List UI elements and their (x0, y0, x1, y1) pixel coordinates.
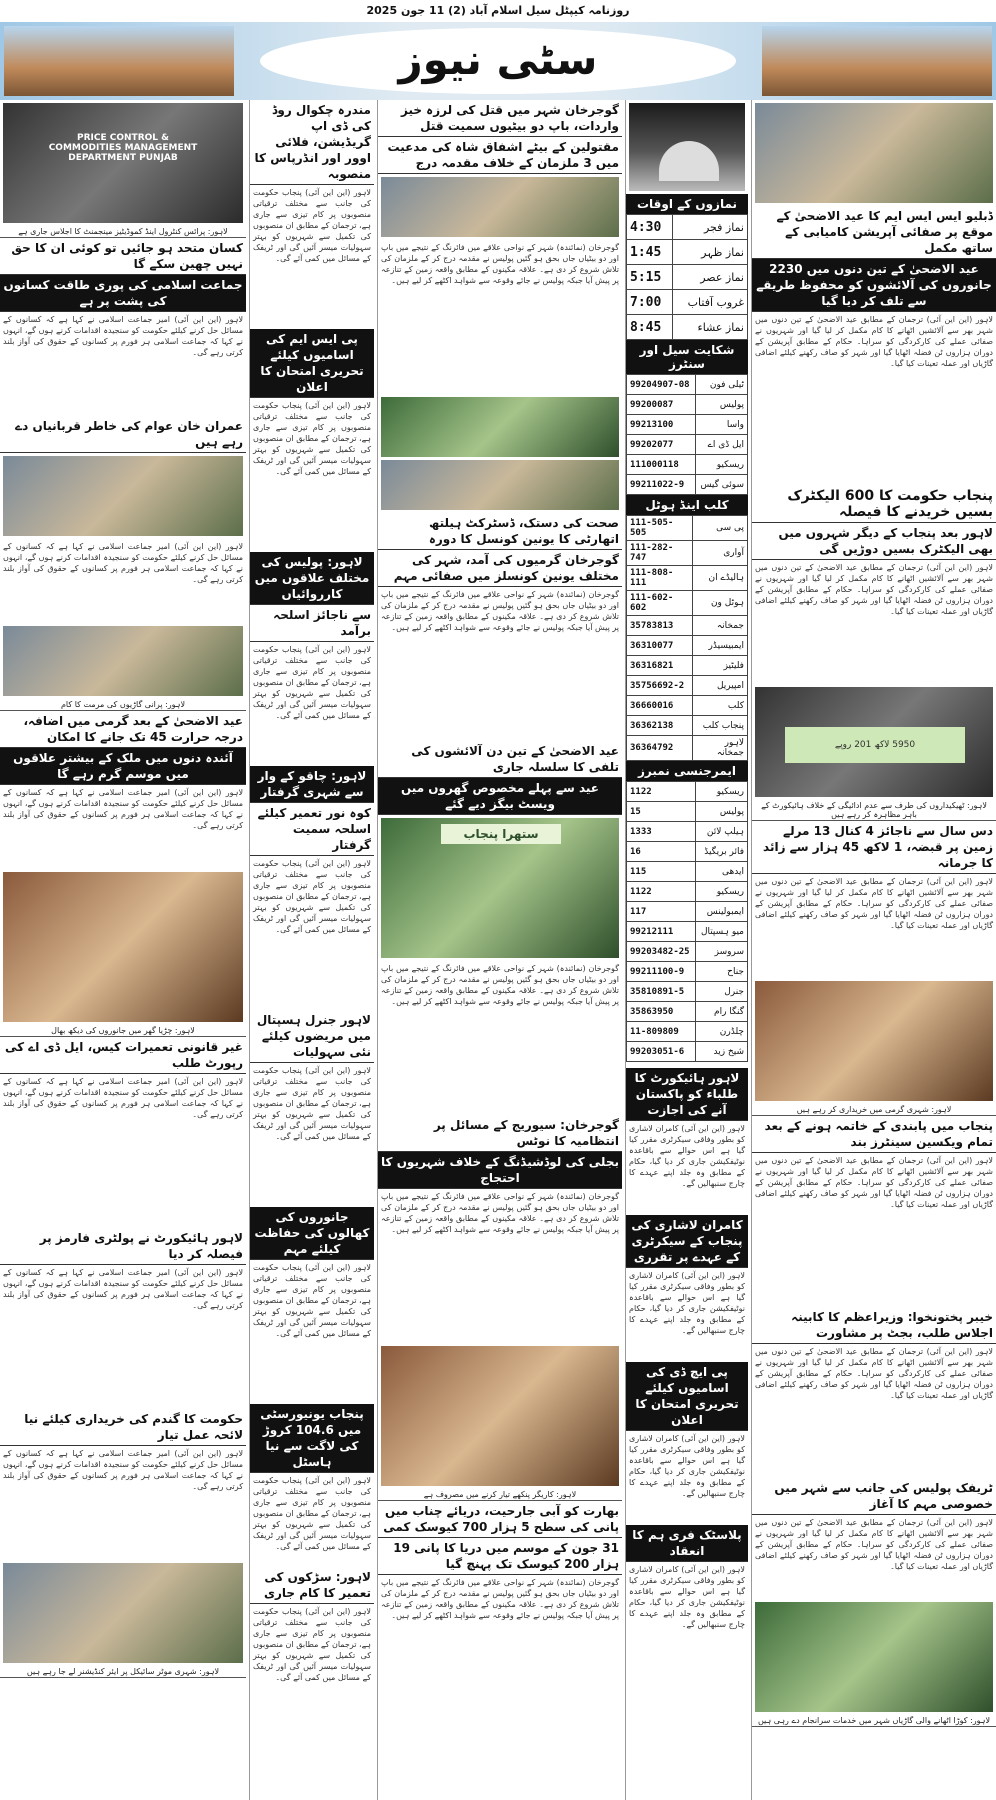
article-body: لاہور (این این آئی) امیر جماعت اسلامی نے کہا ہے کہ کسانوں کے مسائل حل کرنے کیلئے حکومت کو سنجیدہ اقدامات کرنے ہوں گے، انہوں نے کہا کہ جماعت اسلامی ہر فورم پر کسانوں کے حقوق کی آواز بلند کرتی رہے گی۔ (3, 1077, 243, 1119)
complaints-title: شکایت سیل اور سنٹرز (626, 340, 748, 374)
table-row: سوئی گیس 99211022-9 (627, 475, 748, 495)
article-body: لاہور (این این آئی) ترجمان کے مطابق عید الاضحیٰ کے تین دنوں میں شہر بھر سے آلائشیں اٹھانے کا کام مکمل کر لیا گیا اور شہریوں نے صفائی عملے کی کارکردگی کو سراہا۔ حکام کے مطابق آپریشن کے دوران ہزاروں ٹن فضلہ اٹھایا گیا اور شہر کو صاف رکھنے کیلئے اضافی گاڑیاں اور عملہ تعینات کیا گیا۔ (755, 1347, 993, 1400)
sanitation-banner: ستھرا پنجاب (441, 824, 561, 844)
table-row: ایمبولینس 117 (627, 902, 748, 922)
headline: لاہور: سڑکوں کی تعمیر کا کام جاری (250, 1567, 374, 1604)
article-body: لاہور (این این آئی) پنجاب حکومت کی جانب سے مختلف ترقیاتی منصوبوں پر کام تیزی سے جاری ہے، ترجمان کے مطابق ان منصوبوں کی تکمیل سے شہریوں کو بہتر سہولیات میسر آئیں گی اور ٹریفک کے مسائل میں کمی آئے گی۔ (253, 1476, 371, 1551)
photo-caption: لاہور: کاریگر پنکھے تیار کرنے میں مصروف ہے (378, 1489, 622, 1501)
headline: ڈبلیو ایس ایس ایم کا عید الاضحیٰ کے موقع پر صفائی آپریشن کامیابی کے ساتھ مکمل (752, 206, 996, 259)
table-row: ہالیڈے ان 111-808-111 (627, 566, 748, 591)
hotels-table (626, 515, 748, 761)
table-row: ہیلپ لائن 1333 (627, 822, 748, 842)
emergency-title: ایمرجنسی نمبرز (626, 761, 748, 781)
table-row: ایمبیسیڈر 36310077 (627, 636, 748, 656)
table-row: ٹیلی فون 99204907-08 (627, 375, 748, 395)
headline: دس سال سے ناجائز 4 کنال 13 مرلے زمین پر قبضہ، 1 لاکھ 45 ہزار سے زائد کا جرمانہ (752, 821, 996, 874)
headline: پنجاب میں پابندی کے خاتمہ ہونے کے بعد تمام ویکسین سینٹرز بند (752, 1116, 996, 1153)
headline: پنجاب یونیورسٹی میں 104.6 کروڑ کی لاگت سے نیا ہاسٹل (250, 1404, 374, 1473)
column-middle (249, 100, 374, 1800)
table-row: پولیس 99200087 (627, 395, 748, 415)
headline: عید الاضحیٰ کے تین دنوں میں 2230 جانوروں کی آلائشوں کو محفوظ طریقے سے تلف کر دیا گیا (752, 259, 996, 312)
headline: گوجرخان گرمیوں کی آمد، شہر کی مختلف یونین کونسلز میں صفائی مہم (378, 550, 622, 587)
article-body: لاہور (این این آئی) پنجاب حکومت کی جانب سے مختلف ترقیاتی منصوبوں پر کام تیزی سے جاری ہے، ترجمان کے مطابق ان منصوبوں کی تکمیل سے شہریوں کو بہتر سہولیات میسر آئیں گی اور ٹریفک کے مسائل میں کمی آئے گی۔ (253, 188, 371, 263)
table-row: جناح 99211100-9 (627, 962, 748, 982)
table-row: سروسز 99203482-25 (627, 942, 748, 962)
hotels-title: کلب اینڈ ہوٹل (626, 495, 748, 515)
table-row: جنرل 35810891-5 (627, 982, 748, 1002)
photo-garbage-trucks (755, 1602, 993, 1712)
headline: بجلی کی لوڈشیڈنگ کے خلاف شہریوں کا احتجاج (378, 1152, 622, 1189)
photo-sign-text: PRICE CONTROL & COMMODITIES MANAGEMENT DEPARTMENT PUNJAB (48, 133, 198, 163)
photo-officials (755, 103, 993, 203)
headline: عید الاضحیٰ کے تین دن آلائشوں کی تلفی کا سلسلہ جاری (378, 741, 622, 778)
article-body: لاہور (این این آئی) کامران لاشاری کو بطور وفاقی سیکرٹری مقرر کیا گیا ہے اس حوالے سے باقاعدہ نوٹیفکیشن جاری کر دیا گیا، حکام کے مطابق وہ جلد اپنے عہدے کا چارج سنبھالیں گے۔ (629, 1271, 745, 1335)
photo-caption: لاہور: چڑیا گھر میں جانوروں کی دیکھ بھال (0, 1025, 246, 1037)
photo-protest (755, 687, 993, 797)
photo-workshop (3, 626, 243, 696)
photo-market (755, 981, 993, 1101)
article-body: لاہور (این این آئی) امیر جماعت اسلامی نے کہا ہے کہ کسانوں کے مسائل حل کرنے کیلئے حکومت کو سنجیدہ اقدامات کرنے ہوں گے، انہوں نے کہا کہ جماعت اسلامی ہر فورم پر کسانوں کے حقوق کی آواز بلند کرتی رہے گی۔ (3, 315, 243, 357)
table-row: نماز عصر 5:15 (627, 265, 748, 290)
headline: حکومت کا گندم کی خریداری کیلئے نیا لائحہ عمل تیار (0, 1409, 246, 1446)
table-row: آواری 111-282-747 (627, 541, 748, 566)
table-row: نماز عشاء 8:45 (627, 315, 748, 340)
table-row: پنجاب کلب 36362138 (627, 716, 748, 736)
table-row: ریسکیو 1122 (627, 882, 748, 902)
headline: کوہ نور تعمیر کیلئے اسلحہ سمیت گرفتار (250, 803, 374, 856)
article-body: لاہور (این این آئی) پنجاب حکومت کی جانب سے مختلف ترقیاتی منصوبوں پر کام تیزی سے جاری ہے، ترجمان کے مطابق ان منصوبوں کی تکمیل سے شہریوں کو بہتر سہولیات میسر آئیں گی اور ٹریفک کے مسائل میں کمی آئے گی۔ (253, 1263, 371, 1338)
table-row: ریسکیو 1122 (627, 782, 748, 802)
headline: عید سے پہلے مخصوص گھروں میں ویسٹ بیگز دیے گئے (378, 778, 622, 815)
headline: گوجرخان: سیوریج کے مسائل پر انتظامیہ کا نوٹس (378, 1115, 622, 1152)
mosque-image (629, 103, 745, 191)
headline: لاہور ہائیکورٹ کا طلباء کو پاکستان آنے کی اجازت (626, 1068, 748, 1121)
article-body: لاہور (این این آئی) کامران لاشاری کو بطور وفاقی سیکرٹری مقرر کیا گیا ہے اس حوالے سے باقاعدہ نوٹیفکیشن جاری کر دیا گیا، حکام کے مطابق وہ جلد اپنے عہدے کا چارج سنبھالیں گے۔ (629, 1565, 745, 1629)
article-body: لاہور (این این آئی) امیر جماعت اسلامی نے کہا ہے کہ کسانوں کے مسائل حل کرنے کیلئے حکومت کو سنجیدہ اقدامات کرنے ہوں گے، انہوں نے کہا کہ جماعت اسلامی ہر فورم پر کسانوں کے حقوق کی آواز بلند کرتی رہے گی۔ (3, 1449, 243, 1491)
headline: مقتولین کے بیٹے اشفاق شاہ کی مدعیت میں 3 ملزمان کے خلاف مقدمہ درج (378, 137, 622, 174)
table-row: جمخانہ 35783813 (627, 616, 748, 636)
headline: کامران لاشاری کی پنجاب کے سیکرٹری کے عہدے پر تقرری (626, 1215, 748, 1268)
headline: لاہور بعد پنجاب کے دیگر شہروں میں بھی الیکٹرک بسیں دوڑیں گی (752, 523, 996, 560)
headline: خیبر پختونخوا: وزیراعظم کا کابینہ اجلاس طلب، بجٹ پر مشاورت (752, 1307, 996, 1344)
table-row: نماز فجر 4:30 (627, 215, 748, 240)
table-row: چلڈرن 11-809809 (627, 1022, 748, 1042)
photo-conference (3, 103, 243, 223)
headline: پنجاب حکومت کا 600 الیکٹرک بسیں خریدنے کا فیصلہ (752, 486, 996, 523)
table-row: نماز ظہر 1:45 (627, 240, 748, 265)
masthead (0, 22, 996, 100)
newspaper-page (0, 100, 996, 1800)
article-body: لاہور (این این آئی) ترجمان کے مطابق عید الاضحیٰ کے تین دنوں میں شہر بھر سے آلائشیں اٹھانے کا کام مکمل کر لیا گیا اور شہریوں نے صفائی عملے کی کارکردگی کو سراہا۔ حکام کے مطابق آپریشن کے دوران ہزاروں ٹن فضلہ اٹھایا گیا اور شہر کو صاف رکھنے کیلئے اضافی گاڑیاں اور عملہ تعینات کیا گیا۔ (755, 1156, 993, 1209)
masthead-photo-right (762, 26, 992, 96)
article-body: لاہور (این این آئی) پنجاب حکومت کی جانب سے مختلف ترقیاتی منصوبوں پر کام تیزی سے جاری ہے، ترجمان کے مطابق ان منصوبوں کی تکمیل سے شہریوں کو بہتر سہولیات میسر آئیں گی اور ٹریفک کے مسائل میں کمی آئے گی۔ (253, 1066, 371, 1141)
complaints-table (626, 374, 748, 495)
photo-fan-maker (381, 1346, 619, 1486)
headline: پلاسٹک فری ہم کا انعقاد (626, 1525, 748, 1562)
table-row: پولیس 15 (627, 802, 748, 822)
dateline: روزنامہ کیپٹل سیل اسلام آباد (2) 11 جون 2025 (366, 4, 630, 17)
article-body: لاہور (این این آئی) کامران لاشاری کو بطور وفاقی سیکرٹری مقرر کیا گیا ہے اس حوالے سے باقاعدہ نوٹیفکیشن جاری کر دیا گیا، حکام کے مطابق وہ جلد اپنے عہدے کا چارج سنبھالیں گے۔ (629, 1434, 745, 1498)
headline: 31 جون کے موسم میں دریا کا پانی 19 ہزار 200 کیوسک تک پہنچ گیا (378, 1538, 622, 1575)
column-left (0, 100, 246, 1800)
photo-caption: لاہور: شہری موٹر سائیکل پر ایئر کنڈیشنر لے جا رہے ہیں (0, 1666, 246, 1678)
prayer-times-title: نمازوں کے اوقات (626, 194, 748, 214)
column-center (377, 100, 622, 1800)
article-body: لاہور (این این آئی) ترجمان کے مطابق عید الاضحیٰ کے تین دنوں میں شہر بھر سے آلائشیں اٹھانے کا کام مکمل کر لیا گیا اور شہریوں نے صفائی عملے کی کارکردگی کو سراہا۔ حکام کے مطابق آپریشن کے دوران ہزاروں ٹن فضلہ اٹھایا گیا اور شہر کو صاف رکھنے کیلئے اضافی گاڑیاں اور عملہ تعینات کیا گیا۔ (755, 1518, 993, 1571)
table-row: لاہور جمخانہ 36364792 (627, 736, 748, 761)
table-row: ایدھی 115 (627, 862, 748, 882)
headline: بھارت کو آبی جارحیت، دریائے چناب میں پانی کی سطح 5 ہزار 700 کیوسک کمی (378, 1501, 622, 1538)
article-body: لاہور (این این آئی) امیر جماعت اسلامی نے کہا ہے کہ کسانوں کے مسائل حل کرنے کیلئے حکومت کو سنجیدہ اقدامات کرنے ہوں گے، انہوں نے کہا کہ جماعت اسلامی ہر فورم پر کسانوں کے حقوق کی آواز بلند کرتی رہے گی۔ (3, 542, 243, 584)
photo-motorcycle (3, 1563, 243, 1663)
photo-eagle (3, 872, 243, 1022)
photo-caption: لاہور: پرانی گاڑیوں کی مرمت کا کام (0, 699, 246, 711)
headline: لاہور جنرل ہسپتال میں مریضوں کیلئے نئی سہولیات (250, 1010, 374, 1063)
table-row: ریسکیو 111000118 (627, 455, 748, 475)
article-body: گوجرخان (نمائندہ) شہر کے نواحی علاقے میں فائرنگ کے نتیجے میں باپ اور دو بیٹیاں جاں بحق ہو گئیں پولیس نے مقدمہ درج کر کے ملزمان کی تلاش شروع کر دی ہے۔ علاقہ مکینوں کے مطابق واقعہ زمین کے تنازعہ پر پیش آیا جبکہ پولیس نے جائے وقوعہ سے شواہد اکٹھے کر لیے ہیں۔ (381, 590, 619, 632)
prayer-times-table (626, 214, 748, 340)
photo-caption: لاہور: کوڑا اٹھانے والی گاڑیاں شہر میں خدمات سرانجام دے رہی ہیں (752, 1715, 996, 1727)
table-row: کلب 36660016 (627, 696, 748, 716)
photo-meeting (381, 397, 619, 457)
article-body: لاہور (این این آئی) پنجاب حکومت کی جانب سے مختلف ترقیاتی منصوبوں پر کام تیزی سے جاری ہے، ترجمان کے مطابق ان منصوبوں کی تکمیل سے شہریوں کو بہتر سہولیات میسر آئیں گی اور ٹریفک کے مسائل میں کمی آئے گی۔ (253, 645, 371, 720)
table-row: گنگا رام 35863950 (627, 1002, 748, 1022)
photo-hospital (381, 460, 619, 510)
headline: غیر قانونی تعمیرات کیس، ایل ڈی اے کی رپورٹ طلب (0, 1037, 246, 1074)
article-body: لاہور (این این آئی) امیر جماعت اسلامی نے کہا ہے کہ کسانوں کے مسائل حل کرنے کیلئے حکومت کو سنجیدہ اقدامات کرنے ہوں گے، انہوں نے کہا کہ جماعت اسلامی ہر فورم پر کسانوں کے حقوق کی آواز بلند کرتی رہے گی۔ (3, 1268, 243, 1310)
table-row: واسا 99213100 (627, 415, 748, 435)
headline: لاہور: پولیس کی مختلف علاقوں میں کارروائیاں (250, 552, 374, 605)
article-body: لاہور (این این آئی) ترجمان کے مطابق عید الاضحیٰ کے تین دنوں میں شہر بھر سے آلائشیں اٹھانے کا کام مکمل کر لیا گیا اور شہریوں نے صفائی عملے کی کارکردگی کو سراہا۔ حکام کے مطابق آپریشن کے دوران ہزاروں ٹن فضلہ اٹھایا گیا اور شہر کو صاف رکھنے کیلئے اضافی گاڑیاں اور عملہ تعینات کیا گیا۔ (755, 563, 993, 616)
headline: جماعت اسلامی کی پوری طاقت کسانوں کی پشت پر ہے (0, 275, 246, 312)
article-body: لاہور (این این آئی) پنجاب حکومت کی جانب سے مختلف ترقیاتی منصوبوں پر کام تیزی سے جاری ہے، ترجمان کے مطابق ان منصوبوں کی تکمیل سے شہریوں کو بہتر سہولیات میسر آئیں گی اور ٹریفک کے مسائل میں کمی آئے گی۔ (253, 1607, 371, 1682)
photo-sanitation-workers (381, 818, 619, 958)
headline: پی ایس ایم کی اسامیوں کیلئے تحریری امتحان کا اعلان (250, 329, 374, 398)
headline: کسان متحد ہو جائیں تو کوئی ان کا حق نہیں چھین سکے گا (0, 238, 246, 275)
masthead-photo-left (4, 26, 234, 96)
headline: عمران خان عوام کی خاطر قربانیاں دے رہے ہیں (0, 416, 246, 453)
headline: گوجرخان شہر میں قتل کی لرزہ خیز واردات، باپ دو بیٹیوں سمیت قتل (378, 100, 622, 137)
table-row: میو ہسپتال 99212111 (627, 922, 748, 942)
article-body: لاہور (این این آئی) امیر جماعت اسلامی نے کہا ہے کہ کسانوں کے مسائل حل کرنے کیلئے حکومت کو سنجیدہ اقدامات کرنے ہوں گے، انہوں نے کہا کہ جماعت اسلامی ہر فورم پر کسانوں کے حقوق کی آواز بلند کرتی رہے گی۔ (3, 788, 243, 830)
table-row: ہوٹل ون 111-602-602 (627, 591, 748, 616)
article-body: لاہور (این این آئی) کامران لاشاری کو بطور وفاقی سیکرٹری مقرر کیا گیا ہے اس حوالے سے باقاعدہ نوٹیفکیشن جاری کر دیا گیا، حکام کے مطابق وہ جلد اپنے عہدے کا چارج سنبھالیں گے۔ (629, 1124, 745, 1188)
article-body: لاہور (این این آئی) پنجاب حکومت کی جانب سے مختلف ترقیاتی منصوبوں پر کام تیزی سے جاری ہے، ترجمان کے مطابق ان منصوبوں کی تکمیل سے شہریوں کو بہتر سہولیات میسر آئیں گی اور ٹریفک کے مسائل میں کمی آئے گی۔ (253, 859, 371, 934)
article-body: لاہور (این این آئی) ترجمان کے مطابق عید الاضحیٰ کے تین دنوں میں شہر بھر سے آلائشیں اٹھانے کا کام مکمل کر لیا گیا اور شہریوں نے صفائی عملے کی کارکردگی کو سراہا۔ حکام کے مطابق آپریشن کے دوران ہزاروں ٹن فضلہ اٹھایا گیا اور شہر کو صاف رکھنے کیلئے اضافی گاڑیاں اور عملہ تعینات کیا گیا۔ (755, 877, 993, 930)
photo-caption: لاہور: پرائس کنٹرول اینڈ کموڈیٹیز مینجمنٹ کا اجلاس جاری ہے (0, 226, 246, 238)
table-row: غروب آفتاب 7:00 (627, 290, 748, 315)
table-row: امپیریل 35756692-2 (627, 676, 748, 696)
headline: لاہور: چاقو کے وار سے شہری گرفتار (250, 766, 374, 803)
article-body: لاہور (این این آئی) پنجاب حکومت کی جانب سے مختلف ترقیاتی منصوبوں پر کام تیزی سے جاری ہے، ترجمان کے مطابق ان منصوبوں کی تکمیل سے شہریوں کو بہتر سہولیات میسر آئیں گی اور ٹریفک کے مسائل میں کمی آئے گی۔ (253, 401, 371, 476)
headline: ٹریفک پولیس کی جانب سے شہر میں خصوصی مہم کا آغاز (752, 1478, 996, 1515)
table-row: فائر بریگیڈ 16 (627, 842, 748, 862)
headline: عید الاضحیٰ کے بعد گرمی میں اضافہ، درجہ حرارت 45 تک جانے کا امکان (0, 711, 246, 748)
article-body: گوجرخان (نمائندہ) شہر کے نواحی علاقے میں فائرنگ کے نتیجے میں باپ اور دو بیٹیاں جاں بحق ہو گئیں پولیس نے مقدمہ درج کر کے ملزمان کی تلاش شروع کر دی ہے۔ علاقہ مکینوں کے مطابق واقعہ زمین کے تنازعہ پر پیش آیا جبکہ پولیس نے جائے وقوعہ سے شواہد اکٹھے کر لیے ہیں۔ (381, 243, 619, 285)
photo-caption: لاہور: شہری گرمی میں خریداری کر رہے ہیں (752, 1104, 996, 1116)
table-row: فلیٹیز 36316821 (627, 656, 748, 676)
photo-portrait (3, 456, 243, 536)
protest-banner: 5950 لاکھ 201 روپے (785, 727, 965, 763)
headline: مندرہ چکوال روڈ کی ڈی اپ گریڈیشن، فلائی اوور اور انڈرپاس کا منصوبہ (250, 100, 374, 185)
photo-victims (381, 177, 619, 237)
column-directory (625, 100, 748, 1800)
article-body: گوجرخان (نمائندہ) شہر کے نواحی علاقے میں فائرنگ کے نتیجے میں باپ اور دو بیٹیاں جاں بحق ہو گئیں پولیس نے مقدمہ درج کر کے ملزمان کی تلاش شروع کر دی ہے۔ علاقہ مکینوں کے مطابق واقعہ زمین کے تنازعہ پر پیش آیا جبکہ پولیس نے جائے وقوعہ سے شواہد اکٹھے کر لیے ہیں۔ (381, 1192, 619, 1234)
headline: پی ایچ ڈی کی اسامیوں کیلئے تحریری امتحان کا اعلان (626, 1362, 748, 1431)
table-row: شیخ زید 99203051-6 (627, 1042, 748, 1062)
headline: لاہور ہائیکورٹ نے پولٹری فارمز پر فیصلہ کر دیا (0, 1228, 246, 1265)
headline: آئندہ دنوں میں ملک کے بیشتر علاقوں میں موسم گرم رہے گا (0, 748, 246, 785)
article-body: لاہور (این این آئی) ترجمان کے مطابق عید الاضحیٰ کے تین دنوں میں شہر بھر سے آلائشیں اٹھانے کا کام مکمل کر لیا گیا اور شہریوں نے صفائی عملے کی کارکردگی کو سراہا۔ حکام کے مطابق آپریشن کے دوران ہزاروں ٹن فضلہ اٹھایا گیا اور شہر کو صاف رکھنے کیلئے اضافی گاڑیاں اور عملہ تعینات کیا گیا۔ (755, 315, 993, 368)
emergency-table (626, 781, 748, 1062)
table-row: ایل ڈی اے 99202077 (627, 435, 748, 455)
headline: سے ناجائز اسلحہ برآمد (250, 605, 374, 642)
article-body: گوجرخان (نمائندہ) شہر کے نواحی علاقے میں فائرنگ کے نتیجے میں باپ اور دو بیٹیاں جاں بحق ہو گئیں پولیس نے مقدمہ درج کر کے ملزمان کی تلاش شروع کر دی ہے۔ علاقہ مکینوں کے مطابق واقعہ زمین کے تنازعہ پر پیش آیا جبکہ پولیس نے جائے وقوعہ سے شواہد اکٹھے کر لیے ہیں۔ (381, 1578, 619, 1620)
headline: جانوروں کی کھالوں کی حفاظت کیلئے مہم (250, 1207, 374, 1260)
article-body: گوجرخان (نمائندہ) شہر کے نواحی علاقے میں فائرنگ کے نتیجے میں باپ اور دو بیٹیاں جاں بحق ہو گئیں پولیس نے مقدمہ درج کر کے ملزمان کی تلاش شروع کر دی ہے۔ علاقہ مکینوں کے مطابق واقعہ زمین کے تنازعہ پر پیش آیا جبکہ پولیس نے جائے وقوعہ سے شواہد اکٹھے کر لیے ہیں۔ (381, 964, 619, 1006)
headline: صحت کی دستک، ڈسٹرکٹ ہیلتھ اتھارٹی کا یونین کونسل کا دورہ (378, 513, 622, 550)
column-right (751, 100, 996, 1800)
table-row: پی سی 111-505-505 (627, 516, 748, 541)
photo-caption: لاہور: ٹھیکیداروں کی طرف سے عدم ادائیگی کے خلاف ہائیکورٹ کے باہر مظاہرہ کر رہے ہیں (752, 800, 996, 821)
masthead-title: سٹی نیوز (260, 28, 736, 94)
